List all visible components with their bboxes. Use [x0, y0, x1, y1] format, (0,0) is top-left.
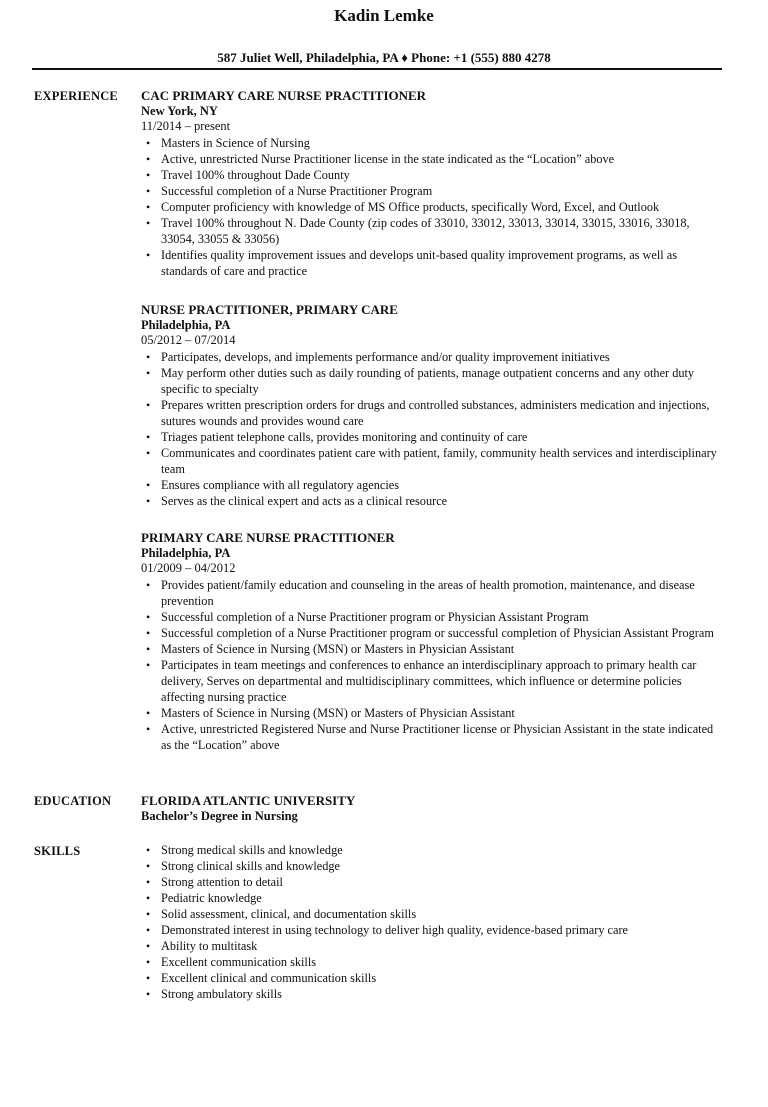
- list-item: • May perform other duties such as daily rounding of patients, manage outpatient concerns and any other duty specific to specialty: [141, 365, 726, 397]
- job-duties-list: [141, 349, 726, 509]
- list-item: • Active, unrestricted Registered Nurse and Nurse Practitioner license or Physician Assistant in the state indicated as the “Location” above: [141, 721, 726, 753]
- list-item: • Strong ambulatory skills: [141, 986, 726, 1002]
- section-label-experience: EXPERIENCE: [34, 89, 118, 103]
- list-item: • Participates, develops, and implements performance and/or quality improvement initiatives: [141, 349, 726, 365]
- job-entry-3: [141, 530, 726, 753]
- job-title: CAC PRIMARY CARE NURSE PRACTITIONER: [141, 88, 427, 103]
- list-item: • Masters of Science in Nursing (MSN) or Masters in Physician Assistant: [141, 641, 726, 657]
- job-dates: 05/2012 – 07/2014: [141, 333, 236, 347]
- job-dates: 01/2009 – 04/2012: [141, 561, 236, 575]
- list-item: • Computer proficiency with knowledge of MS Office products, specifically Word, Excel, and Outlook: [141, 199, 726, 215]
- list-item: • Serves as the clinical expert and acts as a clinical resource: [141, 493, 726, 509]
- section-label-education: EDUCATION: [34, 794, 112, 808]
- list-item: • Travel 100% throughout Dade County: [141, 167, 726, 183]
- job-entry-2: [141, 302, 726, 509]
- list-item: • Strong medical skills and knowledge: [141, 842, 726, 858]
- skills-entry: [141, 842, 726, 1002]
- list-item: • Provides patient/family education and counseling in the areas of health promotion, maintenance, and disease prevention: [141, 577, 726, 609]
- job-location: Philadelphia, PA: [141, 546, 231, 560]
- job-location: Philadelphia, PA: [141, 318, 231, 332]
- job-title: PRIMARY CARE NURSE PRACTITIONER: [141, 530, 395, 545]
- header-divider: [32, 68, 722, 70]
- job-duties-list: [141, 577, 726, 753]
- list-item: • Pediatric knowledge: [141, 890, 726, 906]
- candidate-name: Kadin Lemke: [334, 6, 434, 25]
- degree-name: Bachelor’s Degree in Nursing: [141, 809, 298, 823]
- list-item: • Communicates and coordinates patient care with patient, family, community health services and interdisciplinary team: [141, 445, 726, 477]
- list-item: • Active, unrestricted Nurse Practitioner license in the state indicated as the “Location” above: [141, 151, 726, 167]
- list-item: • Masters in Science of Nursing: [141, 135, 726, 151]
- list-item: • Travel 100% throughout N. Dade County (zip codes of 33010, 33012, 33013, 33014, 33015, 33016, 33018, 33054, 33055 & 33056): [141, 215, 726, 247]
- list-item: • Successful completion of a Nurse Practitioner program or successful completion of Physician Assistant Program: [141, 625, 726, 641]
- list-item: • Masters of Science in Nursing (MSN) or Masters of Physician Assistant: [141, 705, 726, 721]
- job-location: New York, NY: [141, 104, 218, 118]
- list-item: • Ensures compliance with all regulatory agencies: [141, 477, 726, 493]
- school-name: FLORIDA ATLANTIC UNIVERSITY: [141, 793, 356, 808]
- section-label-skills: SKILLS: [34, 844, 81, 858]
- list-item: • Identifies quality improvement issues and develops unit-based quality improvement programs, as well as standards of care and practice: [141, 247, 726, 279]
- list-item: • Excellent clinical and communication skills: [141, 970, 726, 986]
- list-item: • Solid assessment, clinical, and documentation skills: [141, 906, 726, 922]
- list-item: • Strong clinical skills and knowledge: [141, 858, 726, 874]
- list-item: • Strong attention to detail: [141, 874, 726, 890]
- list-item: • Demonstrated interest in using technology to deliver high quality, evidence-based primary care: [141, 922, 726, 938]
- list-item: • Triages patient telephone calls, provides monitoring and continuity of care: [141, 429, 726, 445]
- job-title: NURSE PRACTITIONER, PRIMARY CARE: [141, 302, 398, 317]
- skills-list: [141, 842, 726, 1002]
- list-item: • Successful completion of a Nurse Practitioner program or Physician Assistant Program: [141, 609, 726, 625]
- list-item: • Prepares written prescription orders for drugs and controlled substances, administers medication and injections, sutures wounds and provides wound care: [141, 397, 726, 429]
- list-item: • Successful completion of a Nurse Practitioner Program: [141, 183, 726, 199]
- contact-line: 587 Juliet Well, Philadelphia, PA ♦ Phone: +1 (555) 880 4278: [217, 50, 551, 65]
- job-dates: 11/2014 – present: [141, 119, 231, 133]
- education-entry: [141, 793, 726, 824]
- list-item: • Participates in team meetings and conferences to enhance an interdisciplinary approach to primary health car delivery, Serves on departmental and multidisciplinary committees, which influence or determine policies affecting nursing practice: [141, 657, 726, 705]
- job-duties-list: [141, 135, 726, 279]
- list-item: • Excellent communication skills: [141, 954, 726, 970]
- job-entry-1: [141, 88, 726, 279]
- list-item: • Ability to multitask: [141, 938, 726, 954]
